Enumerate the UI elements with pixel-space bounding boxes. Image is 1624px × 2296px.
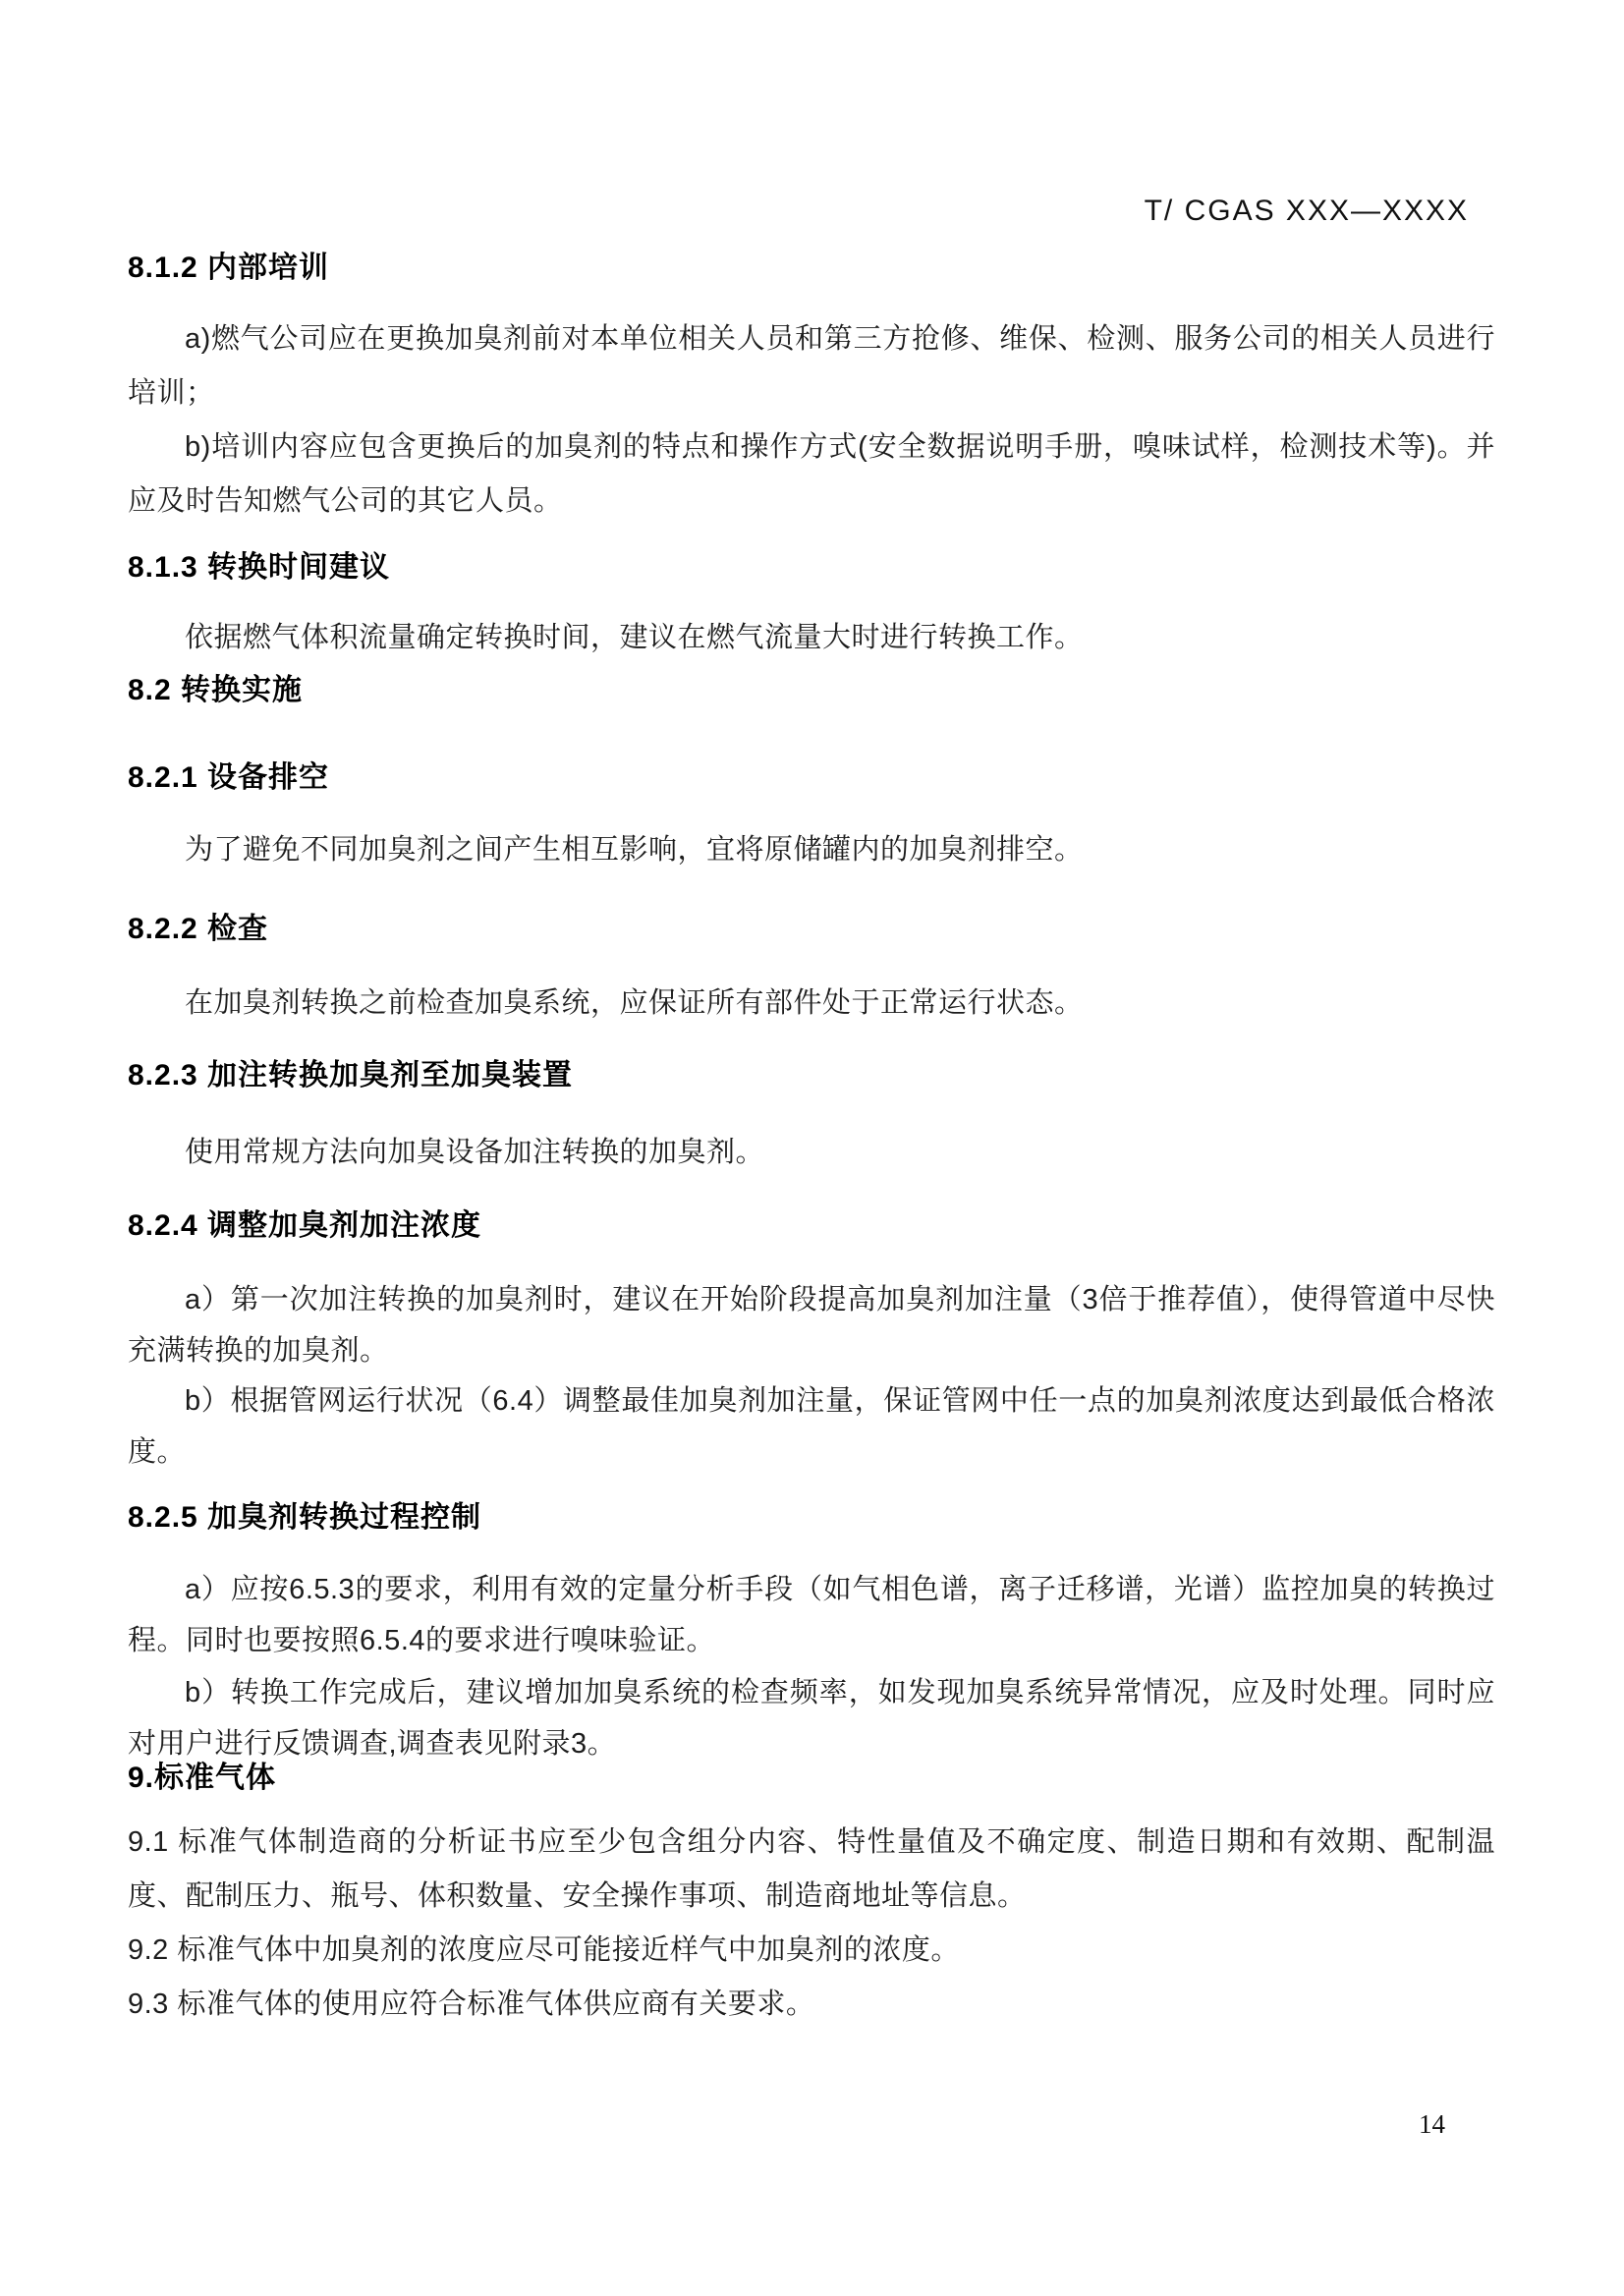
- paragraph-8-2-2: 在加臭剂转换之前检查加臭系统，应保证所有部件处于正常运行状态。: [185, 987, 1084, 1019]
- heading-9: 9.标准气体: [128, 1762, 277, 1794]
- paragraph-8-1-2-b: b)培训内容应包含更换后的加臭剂的特点和操作方式(安全数据说明手册，嗅味试样，检测技术等)。并应及时告知燃气公司的其它人员。: [128, 431, 1495, 517]
- heading-8-2: 8.2 转换实施: [128, 674, 304, 706]
- heading-8-2-1: 8.2.1 设备排空: [128, 761, 330, 794]
- paragraph-8-2-5-a: a）应按6.5.3的要求，利用有效的定量分析手段（如气相色谱，离子迁移谱，光谱）监控加臭的转换过程。同时也要按照6.5.4的要求进行嗅味验证。: [128, 1574, 1495, 1656]
- paragraph-8-2-3: 使用常规方法向加臭设备加注转换的加臭剂。: [185, 1137, 765, 1168]
- page-number: 14: [1419, 2109, 1445, 2139]
- heading-8-1-3: 8.1.3 转换时间建议: [128, 551, 391, 584]
- paragraph-8-2-5-b: b）转换工作完成后，建议增加加臭系统的检查频率，如发现加臭系统异常情况，应及时处理。同时应对用户进行反馈调查,调查表见附录3。: [128, 1677, 1495, 1760]
- paragraph-9-3: 9.3 标准气体的使用应符合标准气体供应商有关要求。: [128, 1988, 815, 2020]
- paragraph-9-2: 9.2 标准气体中加臭剂的浓度应尽可能接近样气中加臭剂的浓度。: [128, 1934, 960, 1966]
- paragraph-8-2-1: 为了避免不同加臭剂之间产生相互影响，宜将原储罐内的加臭剂排空。: [185, 834, 1084, 866]
- doc-code-header: T/ CGAS XXX—XXXX: [1144, 195, 1469, 227]
- heading-8-2-3: 8.2.3 加注转换加臭剂至加臭装置: [128, 1059, 574, 1092]
- paragraph-8-2-4-a: a）第一次加注转换的加臭剂时，建议在开始阶段提高加臭剂加注量（3倍于推荐值），使得管道中尽快充满转换的加臭剂。: [128, 1284, 1495, 1367]
- heading-8-2-2: 8.2.2 检查: [128, 913, 269, 945]
- paragraph-9-1: 9.1 标准气体制造商的分析证书应至少包含组分内容、特性量值及不确定度、制造日期和有效期、配制温度、配制压力、瓶号、体积数量、安全操作事项、制造商地址等信息。: [128, 1826, 1495, 1912]
- heading-8-1-2: 8.1.2 内部培训: [128, 252, 330, 284]
- heading-8-2-4: 8.2.4 调整加臭剂加注浓度: [128, 1209, 482, 1242]
- heading-8-2-5: 8.2.5 加臭剂转换过程控制: [128, 1501, 482, 1534]
- paragraph-8-2-4-b: b）根据管网运行状况（6.4）调整最佳加臭剂加注量，保证管网中任一点的加臭剂浓度达到最低合格浓度。: [128, 1385, 1495, 1468]
- paragraph-8-1-3: 依据燃气体积流量确定转换时间，建议在燃气流量大时进行转换工作。: [185, 622, 1084, 653]
- paragraph-8-1-2-a: a)燃气公司应在更换加臭剂前对本单位相关人员和第三方抢修、维保、检测、服务公司的相关人员进行培训；: [128, 323, 1495, 409]
